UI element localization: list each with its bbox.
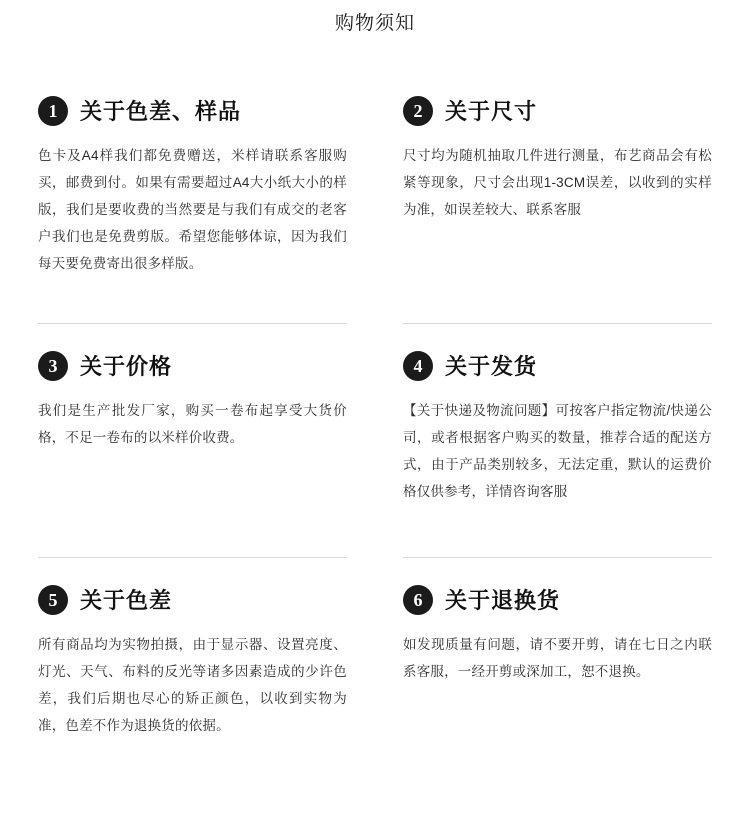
notice-item-4 [375, 324, 732, 558]
notice-2-header [403, 65, 712, 142]
notice-4-heading: 关于发货 [445, 354, 538, 379]
notice-2-heading: 关于尺寸 [445, 99, 538, 124]
notice-1-header [38, 65, 347, 142]
notice-item-5 [18, 558, 375, 776]
notice-item-1 [18, 65, 375, 324]
notice-3-text: 我们是生产批发厂家，购买一卷布起享受大货价格，不足一卷布的以米样价收费。 [38, 403, 347, 445]
notice-1-heading: 关于色差、样品 [80, 99, 242, 124]
notice-1-text: 色卡及A4样我们都免费赠送，米样请联系客服购买，邮费到付。如果有需要超过A4大小纸大小的样版，我们是要收费的当然要是与我们有成交的老客户我们也是免费剪版。希望您能够体谅，因为我们每天要免费寄出很多样版。 [38, 148, 347, 271]
notice-item-6 [375, 558, 732, 776]
notice-2-text: 尺寸均为随机抽取几件进行测量，布艺商品会有松紧等现象，尺寸会出现1-3CM误差，以收到的实样为准，如误差较大、联系客服 [403, 148, 712, 217]
notice-4-text: 【关于快递及物流问题】可按客户指定物流/快递公司，或者根据客户购买的数量，推荐合适的配送方式，由于产品类别较多，无法定重，默认的运费价格仅供参考，详情咨询客服 [403, 403, 712, 499]
notice-6-header [403, 558, 712, 631]
notice-6-text: 如发现质量有问题，请不要开剪，请在七日之内联系客服，一经开剪或深加工，恕不退换。 [403, 637, 712, 679]
notice-6-heading: 关于退换货 [445, 588, 561, 613]
notice-5-header [38, 558, 347, 631]
notice-5-text: 所有商品均为实物拍摄，由于显示器、设置亮度、灯光、天气、布料的反光等诸多因素造成的少许色差，我们后期也尽心的矫正颜色，以收到实物为准，色差不作为退换货的依据。 [38, 637, 347, 733]
notice-item-2 [375, 65, 732, 324]
notice-3-number: 3 [38, 351, 68, 381]
notice-4-number: 4 [403, 351, 433, 381]
notice-2-number: 2 [403, 96, 433, 126]
notice-grid [0, 39, 750, 776]
notice-3-header [38, 324, 347, 397]
notice-5-heading: 关于色差 [80, 588, 173, 613]
notice-3-heading: 关于价格 [80, 354, 173, 379]
page-title: 购物须知 [334, 13, 415, 34]
notice-6-number: 6 [403, 585, 433, 615]
notice-4-header [403, 324, 712, 397]
notice-1-number: 1 [38, 96, 68, 126]
notice-5-number: 5 [38, 585, 68, 615]
notice-item-3 [18, 324, 375, 558]
